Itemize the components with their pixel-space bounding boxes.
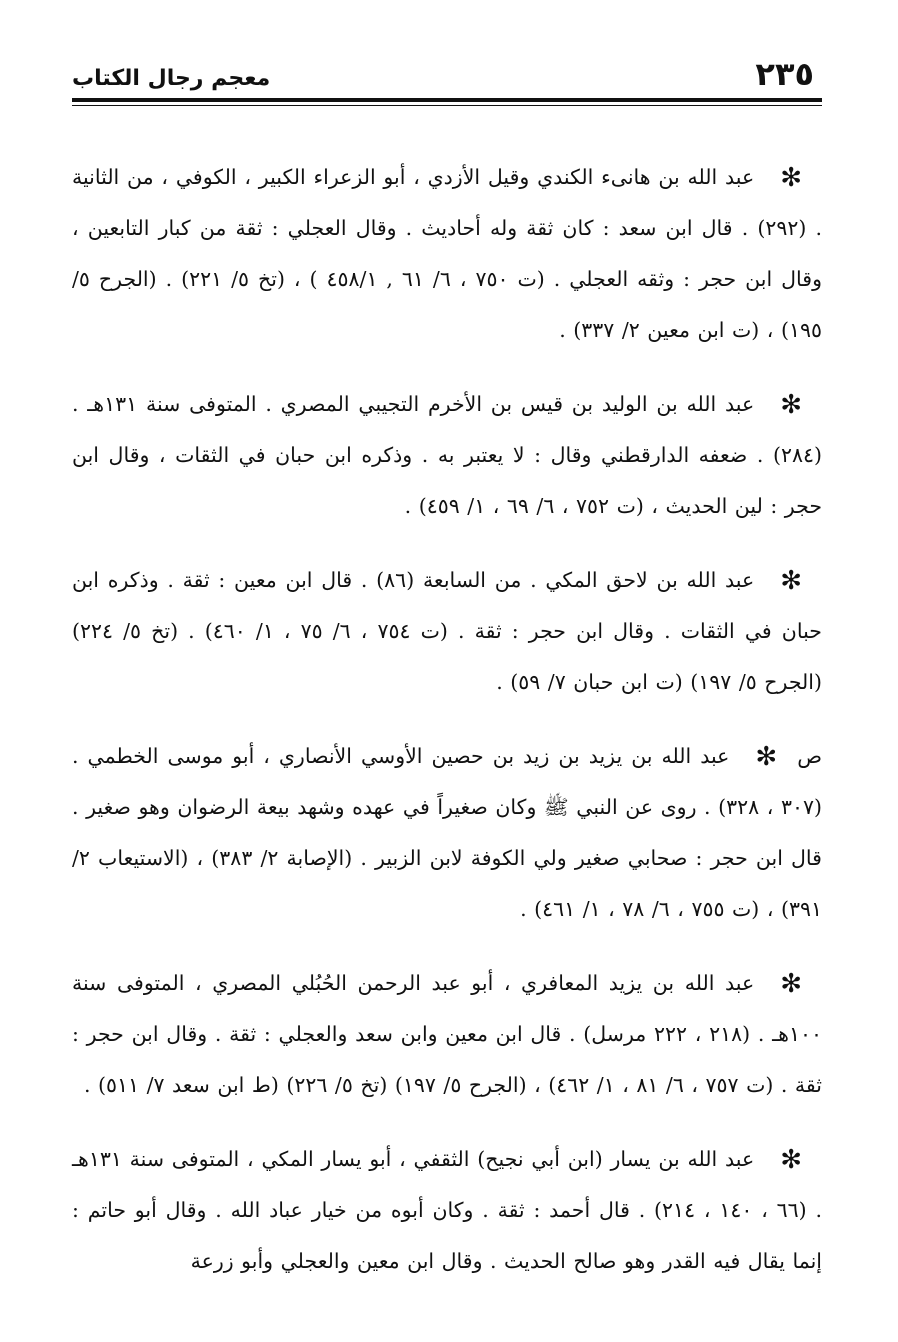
entry-mark: ص (797, 744, 822, 768)
entry-text: عبد الله بن يزيد بن زيد بن حصين الأوسي الأنصاري ، أبو موسى الخطمي . (٣٠٧ ، ٣٢٨) . روى عن النبي ﷺ وكان صغيراً في عهده وشهد بيعة الرضوان وهو صغير . قال ابن حجر : صحابي صغير ولي الكوفة لابن الزبير . (الإصابة ٢/ ٣٨٣) ، (الاستيعاب ٢/ ٣٩١) ، (ت ٧٥٥ ، ٦/ ٧٨ ، ١/ ٤٦١) . (72, 744, 822, 921)
entries-list (72, 152, 822, 1287)
asterisk-icon: ✻ (780, 163, 802, 193)
running-header (72, 42, 822, 93)
biography-entry (72, 152, 822, 356)
book-page (72, 42, 822, 1310)
asterisk-icon: ✻ (780, 566, 802, 596)
biography-entry (72, 731, 822, 935)
asterisk-icon: ✻ (755, 742, 778, 772)
book-title: معجم رجال الكتاب (72, 66, 271, 91)
biography-entry (72, 379, 822, 532)
header-rule-thin (72, 105, 822, 106)
biography-entry (72, 958, 822, 1111)
page-number: ٢٣٥ (755, 55, 814, 93)
asterisk-icon: ✻ (780, 390, 802, 420)
entry-text: عبد الله بن الوليد بن قيس بن الأخرم التجيبي المصري . المتوفى سنة ١٣١هـ . (٢٨٤) . ضعفه الدارقطني وقال : لا يعتبر به . وذكره ابن حبان في الثقات ، وقال ابن حجر : لين الحديث ، (ت ٧٥٢ ، ٦/ ٦٩ ، ١/ ٤٥٩) . (72, 392, 822, 518)
biography-entry (72, 1134, 822, 1287)
asterisk-icon: ✻ (780, 1145, 802, 1175)
entry-text: عبد الله بن لاحق المكي . من السابعة (٨٦) . قال ابن معين : ثقة . وذكره ابن حبان في الثقات . وقال ابن حجر : ثقة . (ت ٧٥٤ ، ٦/ ٧٥ ، ١/ ٤٦٠) . (تخ ٥/ ٢٢٤) (الجرح ٥/ ١٩٧) (ت ابن حبان ٧/ ٥٩) . (72, 568, 822, 694)
asterisk-icon: ✻ (780, 969, 802, 999)
entry-text: عبد الله بن يسار (ابن أبي نجيح) الثقفي ، أبو يسار المكي ، المتوفى سنة ١٣١هـ . (٦٦ ، ١٤٠ ، ٢١٤) . قال أحمد : ثقة . وكان أبوه من خيار عباد الله . وقال أبو حاتم : إنما يقال فيه القدر وهو صالح الحديث . وقال ابن معين والعجلي وأبو زرعة (72, 1147, 822, 1273)
biography-entry (72, 555, 822, 708)
header-rule-thick (72, 98, 822, 102)
entry-text: عبد الله بن هانىء الكندي وقيل الأزدي ، أبو الزعراء الكبير ، الكوفي ، من الثانية . (٢٩٢) . قال ابن سعد : كان ثقة وله أحاديث . وقال العجلي : ثقة من كبار التابعين ، وقال ابن حجر : وثقه العجلي . (ت ٧٥٠ ، ٦/ ٦١ , ٤٥٨/١ ) ، (تخ ٥/ ٢٢١) . (الجرح ٥/ ١٩٥) ، (ت ابن معين ٢/ ٣٣٧) . (72, 165, 822, 342)
entry-text: عبد الله بن يزيد المعافري ، أبو عبد الرحمن الحُبُلي المصري ، المتوفى سنة ١٠٠هـ . (٢١٨ ، ٢٢٢ مرسل) . قال ابن معين وابن سعد والعجلي : ثقة . وقال ابن حجر : ثقة . (ت ٧٥٧ ، ٦/ ٨١ ، ١/ ٤٦٢) ، (الجرح ٥/ ١٩٧) (تخ ٥/ ٢٢٦) (ط ابن سعد ٧/ ٥١١) . (72, 971, 822, 1097)
